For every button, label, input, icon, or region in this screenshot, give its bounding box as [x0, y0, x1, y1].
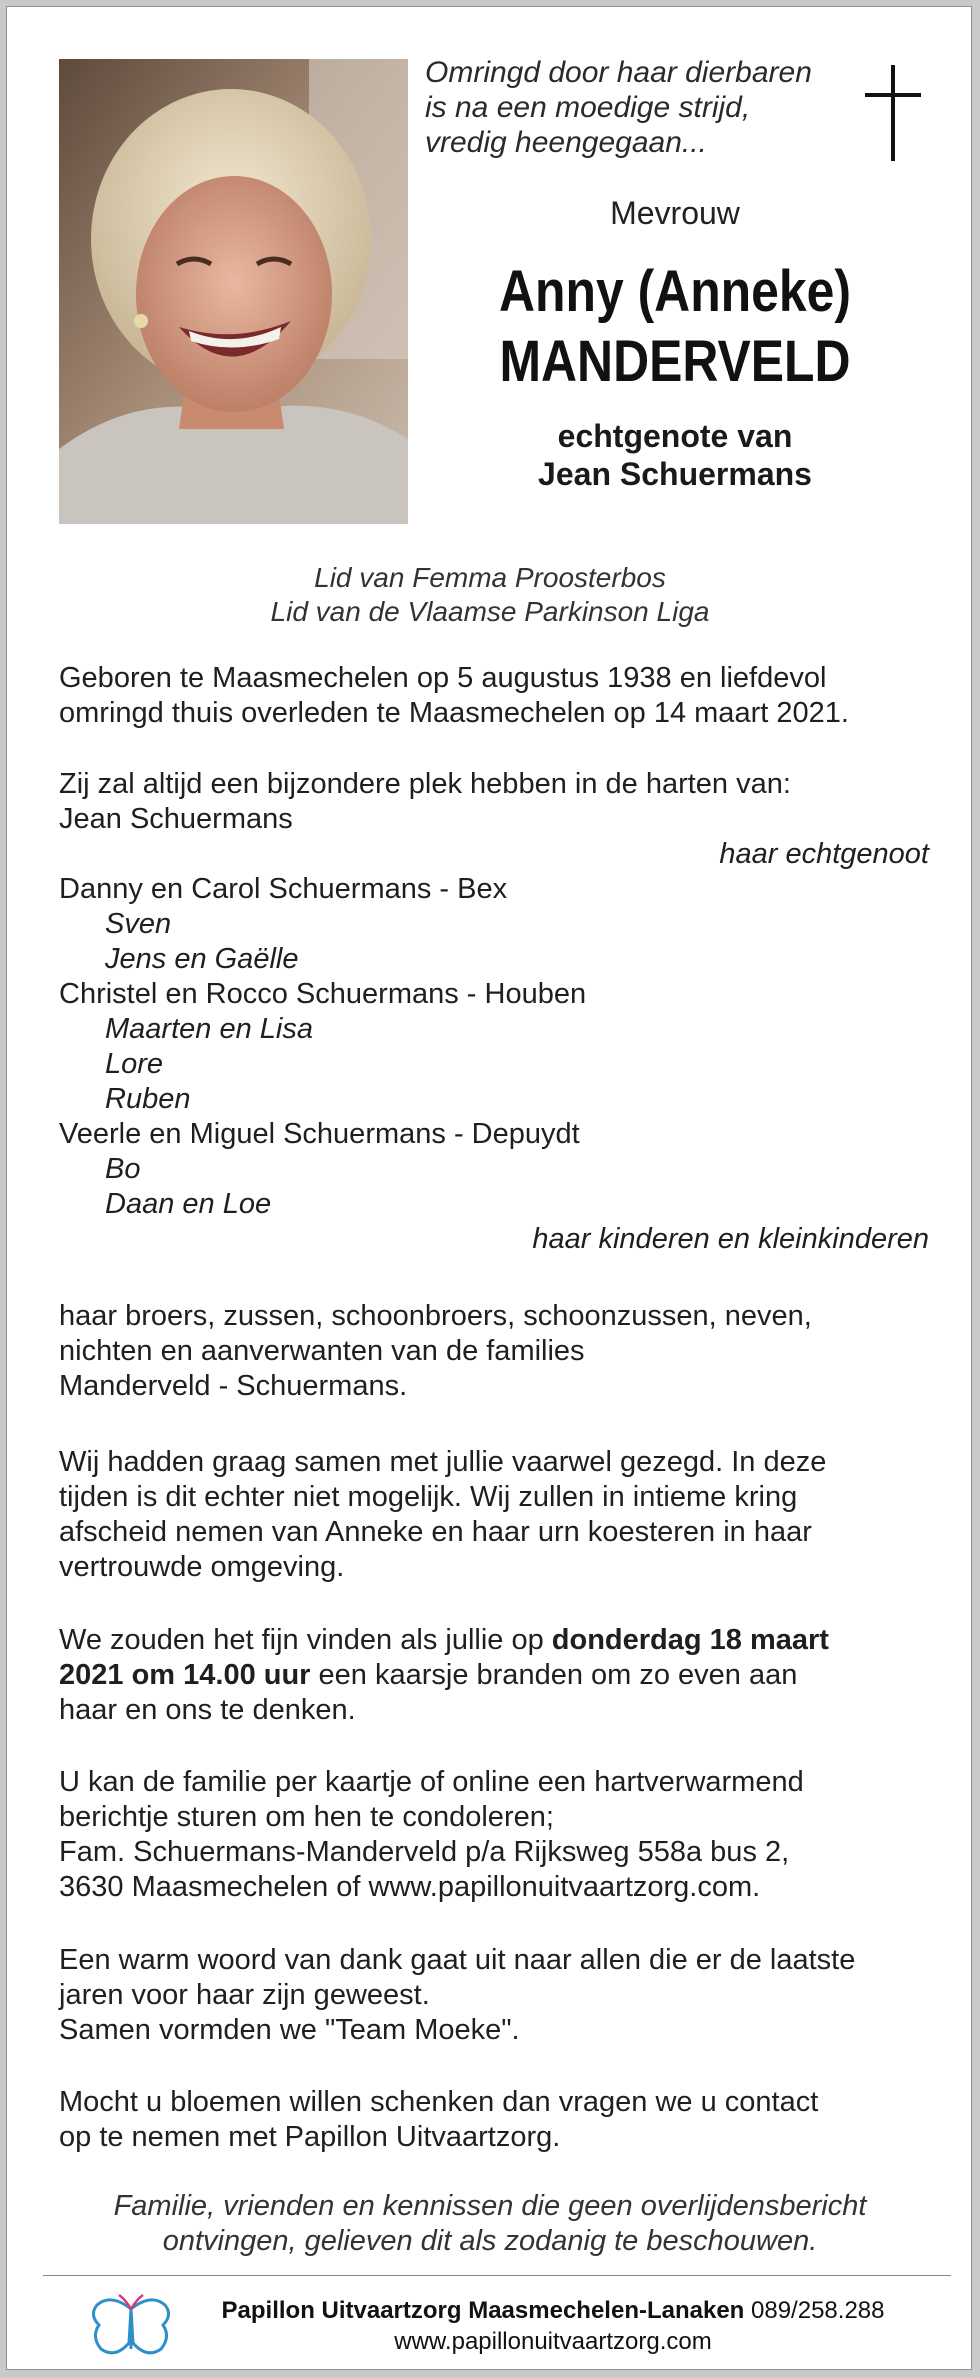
- thanks-text: [59, 1943, 929, 2048]
- farewell-line: vertrouwde omgeving.: [59, 1551, 345, 1583]
- flowers-line: Mocht u bloemen willen schenken dan vragen we u contact: [59, 2086, 819, 2118]
- thanks-line: Samen vormden we "Team Moeke".: [59, 2014, 520, 2046]
- portrait-image: [59, 59, 408, 524]
- condolence-line: Fam. Schuermans-Manderveld p/a Rijksweg 558a bus 2,: [59, 1836, 790, 1868]
- deceased-name-line-1: Anny (Anneke): [499, 259, 851, 324]
- intro-line-3: vredig heengegaan...: [425, 126, 707, 159]
- condolence-line: 3630 Maasmechelen of www.papillonuitvaartzorg.com.: [59, 1871, 761, 1903]
- thanks-line: Een warm woord van dank gaat uit naar allen die er de laatste: [59, 1944, 856, 1976]
- name-block: [425, 193, 925, 493]
- spouse-line-1: echtgenote van: [557, 418, 793, 454]
- relatives-text: [59, 1299, 929, 1404]
- husband-role: haar echtgenoot: [719, 838, 929, 870]
- born-text: [59, 661, 929, 731]
- portrait-photo: [59, 59, 408, 524]
- candle-line-1: [59, 1623, 929, 1658]
- intro-line-2: is na een moedige strijd,: [425, 91, 751, 124]
- relatives-line: Manderveld - Schuermans.: [59, 1370, 408, 1402]
- relatives-line: haar broers, zussen, schoonbroers, schoonzussen, neven,: [59, 1300, 812, 1332]
- flowers-text: [59, 2085, 929, 2155]
- grandchild-name: Lore: [105, 1048, 164, 1080]
- grandchild-name: Daan en Loe: [105, 1188, 272, 1220]
- farewell-line: tijden is dit echter niet mogelijk. Wij zullen in intieme kring: [59, 1481, 798, 1513]
- obituary-card: [6, 6, 972, 2370]
- child-name: Christel en Rocco Schuermans - Houben: [59, 978, 587, 1010]
- candle-date: donderdag 18 maart: [551, 1624, 829, 1656]
- candle-line-3: haar en ons te denken.: [59, 1694, 356, 1726]
- footer-company: Papillon Uitvaartzorg Maasmechelen-Lanaken: [221, 2297, 745, 2324]
- memberships: [59, 561, 921, 629]
- candle-text-part: een kaarsje branden om zo even aan: [310, 1659, 798, 1691]
- relatives-line: nichten en aanverwanten van de families: [59, 1335, 585, 1367]
- salutation: Mevrouw: [610, 195, 740, 231]
- closing-line: ontvingen, gelieven dit als zodanig te beschouwen.: [162, 2225, 818, 2257]
- thanks-line: jaren voor haar zijn geweest.: [59, 1979, 430, 2011]
- cross-icon: [865, 65, 921, 161]
- footer-text: [183, 2295, 923, 2357]
- footer-divider: [43, 2275, 951, 2276]
- footer-phone: 089/258.288: [751, 2297, 885, 2324]
- candle-text-part: We zouden het fijn vinden als jullie op: [59, 1624, 552, 1656]
- child-name: Danny en Carol Schuermans - Bex: [59, 873, 508, 905]
- membership-line: Lid van de Vlaamse Parkinson Liga: [270, 596, 710, 627]
- grandchild-name: Ruben: [105, 1083, 191, 1115]
- grandchild-name: Maarten en Lisa: [105, 1013, 313, 1045]
- condolence-line: berichtje sturen om hen te condoleren;: [59, 1801, 554, 1833]
- husband-name: Jean Schuermans: [59, 803, 293, 835]
- closing-line: Familie, vrienden en kennissen die geen overlijdensbericht: [113, 2190, 867, 2222]
- grandchild-name: Sven: [105, 908, 172, 940]
- closing-note: [59, 2189, 921, 2259]
- farewell-text: [59, 1445, 929, 1585]
- intro-line-1: Omringd door haar dierbaren: [425, 56, 812, 89]
- candle-text: [59, 1623, 929, 1728]
- grandchild-name: Jens en Gaëlle: [105, 943, 299, 975]
- candle-time: 2021 om 14.00 uur: [59, 1659, 311, 1691]
- flowers-line: op te nemen met Papillon Uitvaartzorg.: [59, 2121, 561, 2153]
- child-name: Veerle en Miguel Schuermans - Depuydt: [59, 1118, 580, 1150]
- born-line: Geboren te Maasmechelen op 5 augustus 1938 en liefdevol: [59, 662, 827, 694]
- candle-line-2: [59, 1658, 929, 1693]
- footer-website[interactable]: www.papillonuitvaartzorg.com: [394, 2328, 712, 2355]
- butterfly-logo-icon: [89, 2291, 173, 2361]
- grandchild-name: Bo: [105, 1153, 141, 1185]
- spouse-line-2: Jean Schuermans: [538, 456, 812, 492]
- footer-company-line: [183, 2295, 923, 2326]
- intro-text: [425, 55, 845, 160]
- condolence-text: [59, 1765, 929, 1905]
- membership-line: Lid van Femma Proosterbos: [314, 562, 666, 593]
- condolence-line: U kan de familie per kaartje of online een hartverwarmend: [59, 1766, 804, 1798]
- farewell-line: afscheid nemen van Anneke en haar urn koesteren in haar: [59, 1516, 812, 1548]
- spouse-info: [425, 417, 925, 493]
- children-role: haar kinderen en kleinkinderen: [532, 1223, 929, 1255]
- family-intro: Zij zal altijd een bijzondere plek hebben in de harten van:: [59, 768, 791, 800]
- deceased-name-line-2: MANDERVELD: [499, 329, 851, 394]
- born-line: omringd thuis overleden te Maasmechelen op 14 maart 2021.: [59, 697, 849, 729]
- family-list: [59, 767, 929, 1257]
- farewell-line: Wij hadden graag samen met jullie vaarwel gezegd. In deze: [59, 1446, 827, 1478]
